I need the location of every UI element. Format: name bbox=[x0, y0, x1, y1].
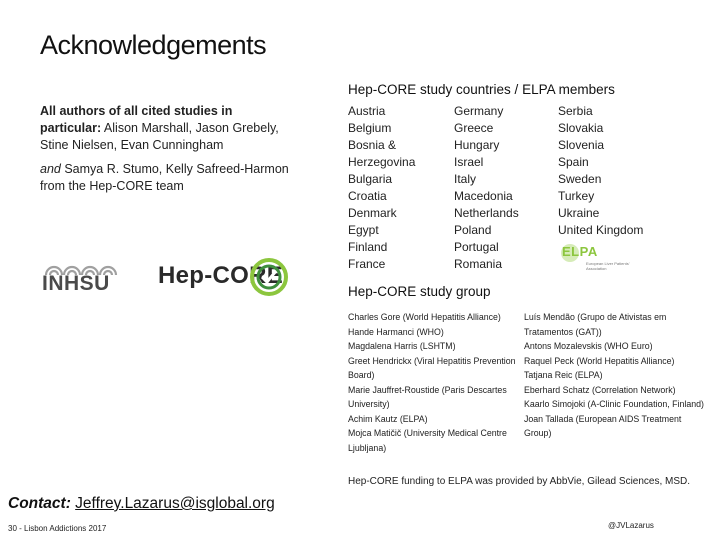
elpa-logo: ELPA bbox=[562, 244, 598, 259]
country-item: Ukraine bbox=[558, 206, 600, 220]
country-item: United Kingdom bbox=[558, 223, 644, 237]
study-group-member: Eberhard Schatz (Correlation Network) bbox=[524, 384, 676, 395]
study-group-member: Achim Kautz (ELPA) bbox=[348, 413, 428, 424]
hepcore-logo: Hep-CORE bbox=[158, 262, 284, 289]
study-group-member: Raquel Peck (World Hepatitis Alliance) bbox=[524, 355, 675, 366]
country-item: France bbox=[348, 257, 386, 271]
country-item: Finland bbox=[348, 240, 388, 254]
country-item: Turkey bbox=[558, 189, 595, 203]
study-group-member: Antons Mozalevskis (WHO Euro) bbox=[524, 341, 653, 351]
country-item: Germany bbox=[454, 104, 504, 118]
study-group-member: Kaarlo Simojoki (A-Clinic Foundation, Finland) bbox=[524, 399, 704, 409]
countries-column-3 bbox=[558, 103, 643, 239]
country-item: Bulgaria bbox=[348, 172, 393, 186]
footer-twitter-handle: @JVLazarus bbox=[608, 521, 654, 530]
study-group-member: Magdalena Harris (LSHTM) bbox=[348, 341, 456, 351]
study-group-member: Joan Tallada (European AIDS Treatment Group) bbox=[524, 413, 682, 438]
authors-paragraph bbox=[40, 103, 290, 154]
contact-email-link[interactable]: Jeffrey.Lazarus@isglobal.org bbox=[75, 495, 275, 512]
study-group-heading: Hep-CORE study group bbox=[348, 284, 491, 299]
team-paragraph bbox=[40, 161, 290, 195]
page-title: Acknowledgements bbox=[40, 30, 267, 60]
countries-column-2 bbox=[454, 103, 519, 273]
study-group-member: Greet Hendrickx (Viral Hepatitis Prevention Board) bbox=[348, 355, 516, 380]
country-item: Belgium bbox=[348, 121, 392, 135]
authors-names: Alison Marshall, Jason Grebely, Stine Nielsen, Evan Cunningham bbox=[40, 121, 279, 152]
country-item: Denmark bbox=[348, 206, 397, 220]
contact-line bbox=[8, 495, 275, 513]
study-group-member: Luís Mendão (Grupo de Ativistas em Tratamentos (GAT)) bbox=[524, 312, 667, 337]
team-names: Samya R. Stumo, Kelly Safreed-Harmon from the Hep-CORE team bbox=[40, 162, 289, 193]
country-item: Italy bbox=[454, 172, 477, 186]
study-group-member: Hande Harmanci (WHO) bbox=[348, 326, 444, 337]
study-group-member: Tatjana Reic (ELPA) bbox=[524, 370, 603, 380]
country-item: Spain bbox=[558, 155, 589, 169]
team-and: and bbox=[40, 162, 61, 176]
countries-column-1 bbox=[348, 103, 415, 273]
country-item: Portugal bbox=[454, 240, 499, 254]
country-item: Greece bbox=[454, 121, 494, 135]
funding-note: Hep-CORE funding to ELPA was provided by AbbVie, Gilead Sciences, MSD. bbox=[348, 476, 691, 487]
country-item: Hungary bbox=[454, 138, 500, 152]
elpa-logo-subtitle: European Liver Patients' Association bbox=[586, 261, 630, 271]
country-item: Poland bbox=[454, 223, 492, 237]
country-item: Romania bbox=[454, 257, 503, 271]
study-group-member: Mojca Matičič (University Medical Centre Ljubljana) bbox=[348, 428, 507, 453]
country-item: Israel bbox=[454, 155, 484, 169]
authors-lead: All authors of all cited studies in particular: bbox=[40, 104, 233, 135]
study-group-column-2 bbox=[524, 310, 709, 441]
acknowledgement-text bbox=[40, 103, 290, 202]
study-group-column-1 bbox=[348, 310, 533, 455]
countries-heading: Hep-CORE study countries / ELPA members bbox=[348, 82, 615, 97]
study-group-member: Charles Gore (World Hepatitis Alliance) bbox=[348, 312, 501, 322]
country-item: Bosnia & bbox=[348, 138, 397, 152]
country-item: Slovakia bbox=[558, 121, 604, 135]
country-item: Herzegovina bbox=[348, 155, 416, 169]
country-item: Macedonia bbox=[454, 189, 513, 203]
country-item: Slovenia bbox=[558, 138, 605, 152]
country-item: Sweden bbox=[558, 172, 602, 186]
inhsu-logo: INHSU bbox=[42, 272, 110, 295]
country-item: Serbia bbox=[558, 104, 593, 118]
country-item: Croatia bbox=[348, 189, 387, 203]
study-group-member: Marie Jauffret-Roustide (Paris Descartes University) bbox=[348, 384, 507, 409]
footer-slide-info: 30 - Lisbon Addictions 2017 bbox=[8, 524, 107, 533]
country-item: Egypt bbox=[348, 223, 379, 237]
contact-label: Contact: bbox=[8, 495, 71, 512]
country-item: Austria bbox=[348, 104, 386, 118]
country-item: Netherlands bbox=[454, 206, 519, 220]
hepcore-logo-mark bbox=[248, 258, 294, 296]
